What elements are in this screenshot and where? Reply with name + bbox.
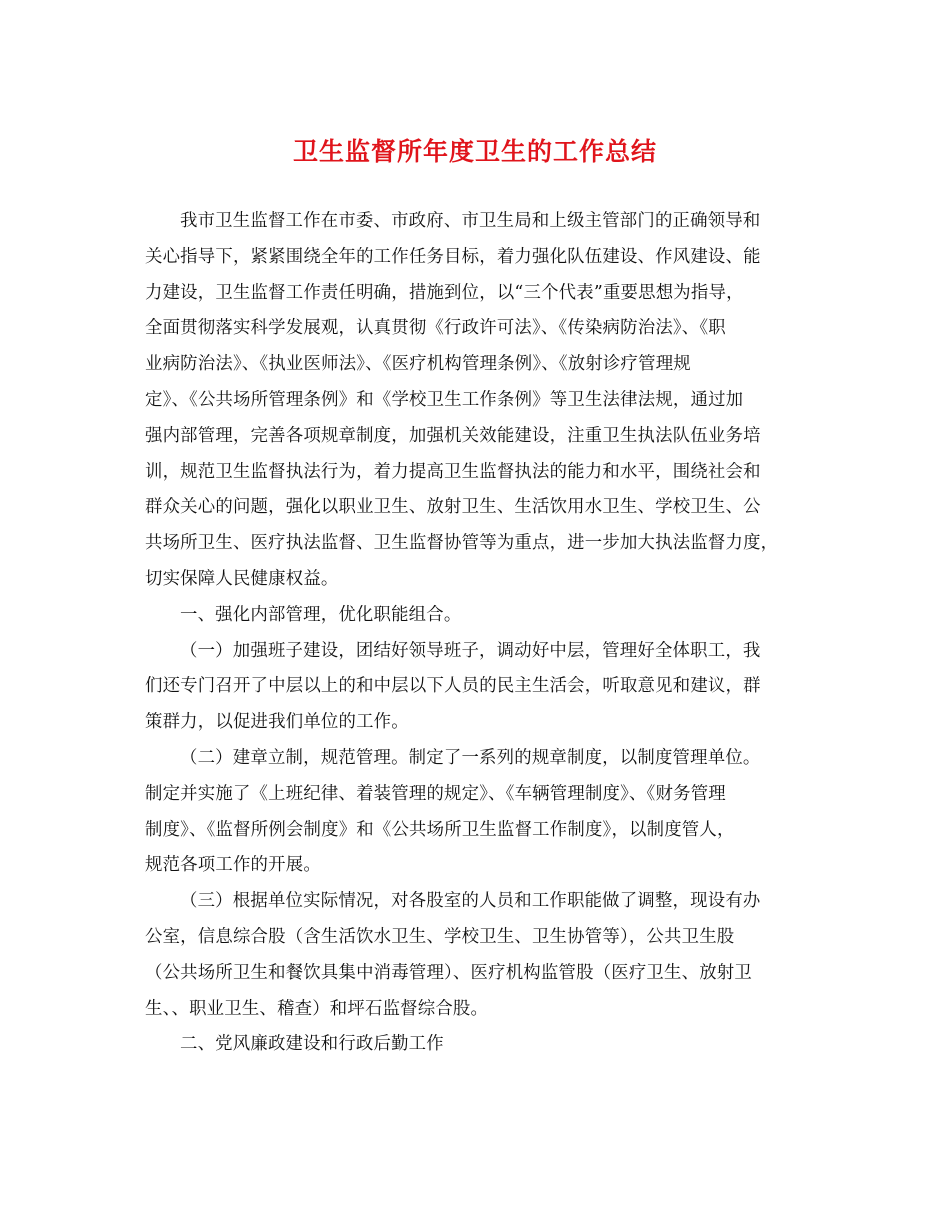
body-line: 业病防治法》、《执业医师法》、《医疗机构管理条例》、《放射诊疗管理规 xyxy=(145,354,691,375)
body-line: 公室，信息综合股（含生活饮水卫生、学校卫生、卫生协管等），公共卫生股 xyxy=(145,926,735,947)
body-line: 共场所卫生、医疗执法监督、卫生监督协管等为重点，进一步加大执法监督力度， xyxy=(145,533,779,554)
section-heading-2: 二、党风廉政建设和行政后勤工作 xyxy=(180,1034,444,1055)
body-line: 规范各项工作的开展。 xyxy=(145,855,321,876)
document-body xyxy=(145,204,805,1063)
body-line: 我市卫生监督工作在市委、市政府、市卫生局和上级主管部门的正确领导和 xyxy=(180,211,761,231)
body-line: 训，规范卫生监督执法行为，着力提高卫生监督执法的能力和水平，围绕社会和 xyxy=(145,461,761,482)
body-line: 生、、职业卫生、稽查）和坪石监督综合股。 xyxy=(145,998,489,1019)
body-line: （公共场所卫生和餐饮具集中消毒管理）、医疗机构监管股（医疗卫生、放射卫 xyxy=(145,962,752,983)
body-line: （一）加强班子建设，团结好领导班子，调动好中层，管理好全体职工，我 xyxy=(180,640,761,661)
body-line: （三）根据单位实际情况，对各股室的人员和工作职能做了调整，现设有办 xyxy=(180,891,761,912)
document-title: 卫生监督所年度卫生的工作总结 xyxy=(292,137,657,166)
body-line: 制度》、《监督所例会制度》和《公共场所卫生监督工作制度》，以制度管人， xyxy=(145,819,735,840)
body-line: 制定并实施了《上班纪律、着装管理的规定》、《车辆管理制度》、《财务管理 xyxy=(145,783,726,804)
body-line: 切实保障人民健康权益。 xyxy=(145,568,339,589)
body-line: 强内部管理，完善各项规章制度，加强机关效能建设，注重卫生执法队伍业务培 xyxy=(145,425,761,446)
body-line: 力建设，卫生监督工作责任明确，措施到位，以“三个代表”重要思想为指导， xyxy=(145,282,744,303)
body-line: （二）建章立制，规范管理。制定了一系列的规章制度，以制度管理单位。 xyxy=(180,747,761,768)
body-line: 全面贯彻落实科学发展观，认真贯彻《行政许可法》、《传染病防治法》、《职 xyxy=(145,318,726,339)
body-line: 群众关心的问题，强化以职业卫生、放射卫生、生活饮用水卫生、学校卫生、公 xyxy=(145,497,761,518)
body-line: 关心指导下，紧紧围绕全年的工作任务目标，着力强化队伍建设、作风建设、能 xyxy=(145,246,761,267)
section-heading-1: 一、强化内部管理，优化职能组合。 xyxy=(180,604,462,625)
body-line: 定》、《公共场所管理条例》和《学校卫生工作条例》等卫生法律法规，通过加 xyxy=(145,389,744,410)
body-line: 们还专门召开了中层以上的和中层以下人员的民主生活会，听取意见和建议，群 xyxy=(145,676,761,697)
body-line: 策群力，以促进我们单位的工作。 xyxy=(145,712,409,733)
